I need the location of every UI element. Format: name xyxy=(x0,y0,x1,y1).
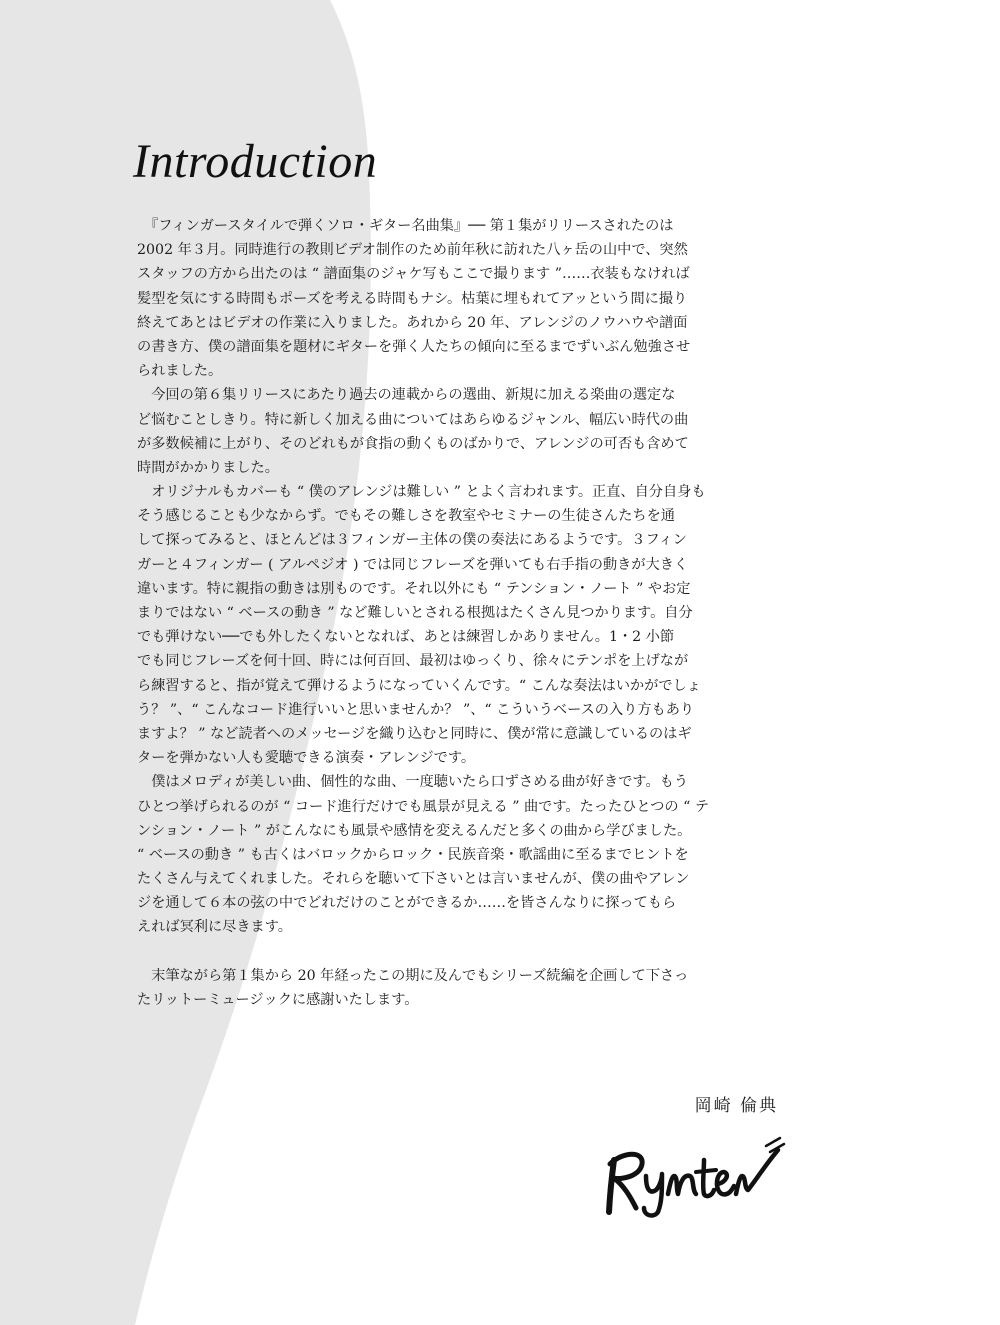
text-line: ますよ？ ” など読者へのメッセージを織り込むと同時に、僕が常に意識しているのはギ xyxy=(137,725,692,742)
text-line: 終えてあとはビデオの作業に入りました。あれから 20 年、アレンジのノウハウや譜面 xyxy=(137,314,688,331)
text-line: ら練習すると、指が覚えて弾けるようになっていくんです。“ こんな奏法はいかがでしょ xyxy=(137,677,701,694)
text-line: 『フィンガースタイルで弾くソロ・ギター名曲集』── 第１集がリリースされたのは xyxy=(137,218,674,234)
text-line: たくさん与えてくれました。それらを聴いて下さいとは言いませんが、僕の曲やアレン xyxy=(137,871,690,888)
text-line: して探ってみると、ほとんどは３フィンガー主体の僕の奏法にあるようです。３フィン xyxy=(137,532,687,549)
text-line: う？ ”、“ こんなコード進行いいと思いませんか？ ”、“ こういうベースの入り方もあり xyxy=(137,701,695,718)
text-line: えれば冥利に尽きます。 xyxy=(137,919,292,936)
paragraph xyxy=(137,214,777,383)
text-line: 髪型を気にする時間もポーズを考える時間もナシ。枯葉に埋もれてアッという間に撮り xyxy=(137,290,688,307)
text-line: ひとつ挙げられるのが “ コード進行だけでも風景が見える ” 曲です。たったひとつの “ テ xyxy=(137,798,710,815)
signature-image xyxy=(600,1120,790,1220)
text-line: 今回の第６集リリースにあたり過去の連載からの選曲、新規に加える楽曲の選定な xyxy=(137,387,676,404)
page-title: Introduction xyxy=(133,135,378,188)
paragraph xyxy=(137,383,777,480)
text-line: 末筆ながら第１集から 20 年経ったこの期に及んでもシリーズ続編を企画して下さっ xyxy=(137,967,689,984)
paragraph xyxy=(137,770,777,939)
author-name: 岡崎 倫典 xyxy=(694,1096,778,1116)
text-line: 僕はメロディが美しい曲、個性的な曲、一度聴いたら口ずさめる曲が好きです。もう xyxy=(137,774,689,791)
text-line: まりではない “ ベースの動き ” など難しいとされる根拠はたくさん見つかります。自分 xyxy=(137,605,693,621)
paragraph xyxy=(137,480,777,770)
text-line: 時間がかかりました。 xyxy=(137,459,279,476)
text-line: ンション・ノート ” がこんなにも風景や感情を変えるんだと多くの曲から学びました。 xyxy=(137,822,692,839)
body-text xyxy=(137,214,777,1012)
text-line: られました。 xyxy=(137,363,223,380)
text-line: たリットーミュージックに感謝いたします。 xyxy=(137,992,419,1008)
text-line: スタッフの方から出たのは “ 譜面集のジャケ写もここで撮ります ”……衣装もなければ xyxy=(137,266,690,283)
text-line: の書き方、僕の譜面集を題材にギターを弾く人たちの傾向に至るまでずいぶん勉強させ xyxy=(137,338,691,355)
paragraph xyxy=(137,964,777,1012)
text-line: ガーと４フィンガー ( アルペジオ ) では同じフレーズを弾いても右手指の動きが大きく xyxy=(137,556,689,573)
text-line: 違います。特に親指の動きは別ものです。それ以外にも “ テンション・ノート ” やお定 xyxy=(137,580,691,597)
text-line: でも弾けない──でも外したくないとなれば、あとは練習しかありません。1・2 小節 xyxy=(137,629,675,646)
text-line: オリジナルもカバーも “ 僕のアレンジは難しい ” とよく言われます。正直、自分自身も xyxy=(137,484,706,501)
text-line: が多数候補に上がり、そのどれもが食指の動くものばかりで、アレンジの可否も含めて xyxy=(137,435,689,452)
paragraph-gap xyxy=(137,940,777,964)
text-line: そう感じることも少なからず。でもその難しさを教室やセミナーの生徒さんたちを通 xyxy=(137,508,675,525)
text-line: “ ベースの動き ” も古くはバロックからロック・民族音楽・歌謡曲に至るまでヒントを xyxy=(137,846,689,863)
text-line: 2002 年３月。同時進行の教則ビデオ制作のため前年秋に訪れた八ヶ岳の山中で、突然 xyxy=(137,242,688,259)
text-line: ど悩むことしきり。特に新しく加える曲についてはあらゆるジャンル、幅広い時代の曲 xyxy=(137,411,689,428)
text-line: ジを通して６本の弦の中でどれだけのことができるか……を皆さんなりに探ってもら xyxy=(137,895,677,912)
text-line: ターを弾かない人も愛聴できる演奏・アレンジです。 xyxy=(137,750,476,767)
text-line: でも同じフレーズを何十回、時には何百回、最初はゆっくり、徐々にテンポを上げなが xyxy=(137,653,689,670)
